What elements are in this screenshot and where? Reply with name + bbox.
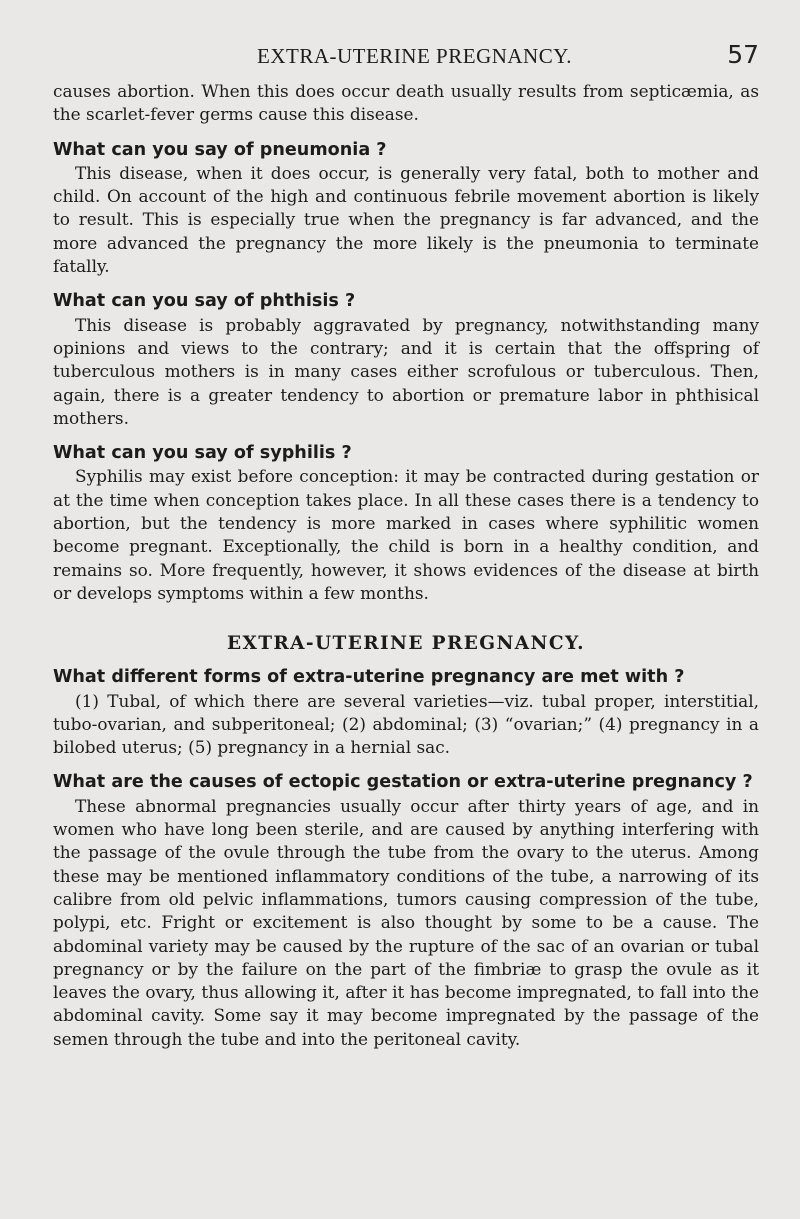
question-causes: What are the causes of ectopic gestation or extra-uterine pregnancy ?	[53, 772, 753, 793]
answer-causes: These abnormal pregnancies usually occur after thirty years of age, and in women who have long been sterile, and are caused by anything interfering with the passage of the ovule through the tube from the ovary to the uterus. Among these may be mentioned inflammatory conditions of the tube, a narrowing of its calibre from old pelvic inflammations, tumors causing compression of the tube, polypi, etc. Fright or excitement is also thought by some to be a cause. The abdominal variety may be caused by the rupture of the sac of an ovarian or tubal pregnancy or by the failure on the part of the fimbriæ to grasp the ovule as it leaves the ovary, thus allowing it, after it has become impregnated, to fall into the abdominal cavity. Some say it may become impregnated by the passage of the semen through the tube and into the peritoneal cavity.	[53, 795, 759, 1049]
running-title: EXTRA-UTERINE PREGNANCY.	[257, 44, 572, 68]
section-heading: EXTRA-UTERINE PREGNANCY.	[226, 633, 586, 655]
answer-phthisis: This disease is probably aggravated by pregnancy, notwithstanding many opinions and views to the contrary; and it is certain that the offspring of tuberculous mothers is in many cases either scrofulous or tuberculous. Then, again, there is a greater tendency to abortion or premature labor in phthisical mothers.	[53, 314, 759, 428]
answer-syphilis: Syphilis may exist before conception: it may be contracted during gestation or at the time when conception takes place. In all these cases there is a tendency to abortion, but the tendency is more marked in cases where syphilitic women become pregnant. Exceptionally, the child is born in a healthy condition, and remains so. More frequently, however, it shows evidences of the disease at birth or develops symptoms within a few months.	[53, 466, 759, 603]
question-pneumonia: What can you say of pneumonia ?	[53, 139, 387, 160]
question-phthisis: What can you say of phthisis ?	[53, 291, 356, 312]
answer-pneumonia: This disease, when it does occur, is generally very fatal, both to mother and child. On account of the high and continuous febrile movement abortion is likely to result. This is especially true when the pregnancy is far advanced, and the more advanced the pregnancy the more likely is the pneumonia to terminate fatally.	[53, 162, 759, 277]
continuation-paragraph: causes abortion. When this does occur death usually results from septicæmia, as the scarlet-fever germs cause this disease.	[53, 81, 759, 125]
question-syphilis: What can you say of syphilis ?	[53, 443, 352, 464]
question-forms: What different forms of extra-uterine pregnancy are met with ?	[53, 667, 685, 688]
answer-forms: (1) Tubal, of which there are several varieties—viz. tubal proper, interstitial, tubo-ovarian, and subperitoneal; (2) abdominal; (3) “ovarian;” (4) pregnancy in a bilobed uterus; (5) pregnancy in a hernial sac.	[53, 690, 759, 758]
page-header	[53, 40, 759, 80]
page-number: 57	[727, 40, 759, 69]
book-page	[53, 40, 759, 1051]
